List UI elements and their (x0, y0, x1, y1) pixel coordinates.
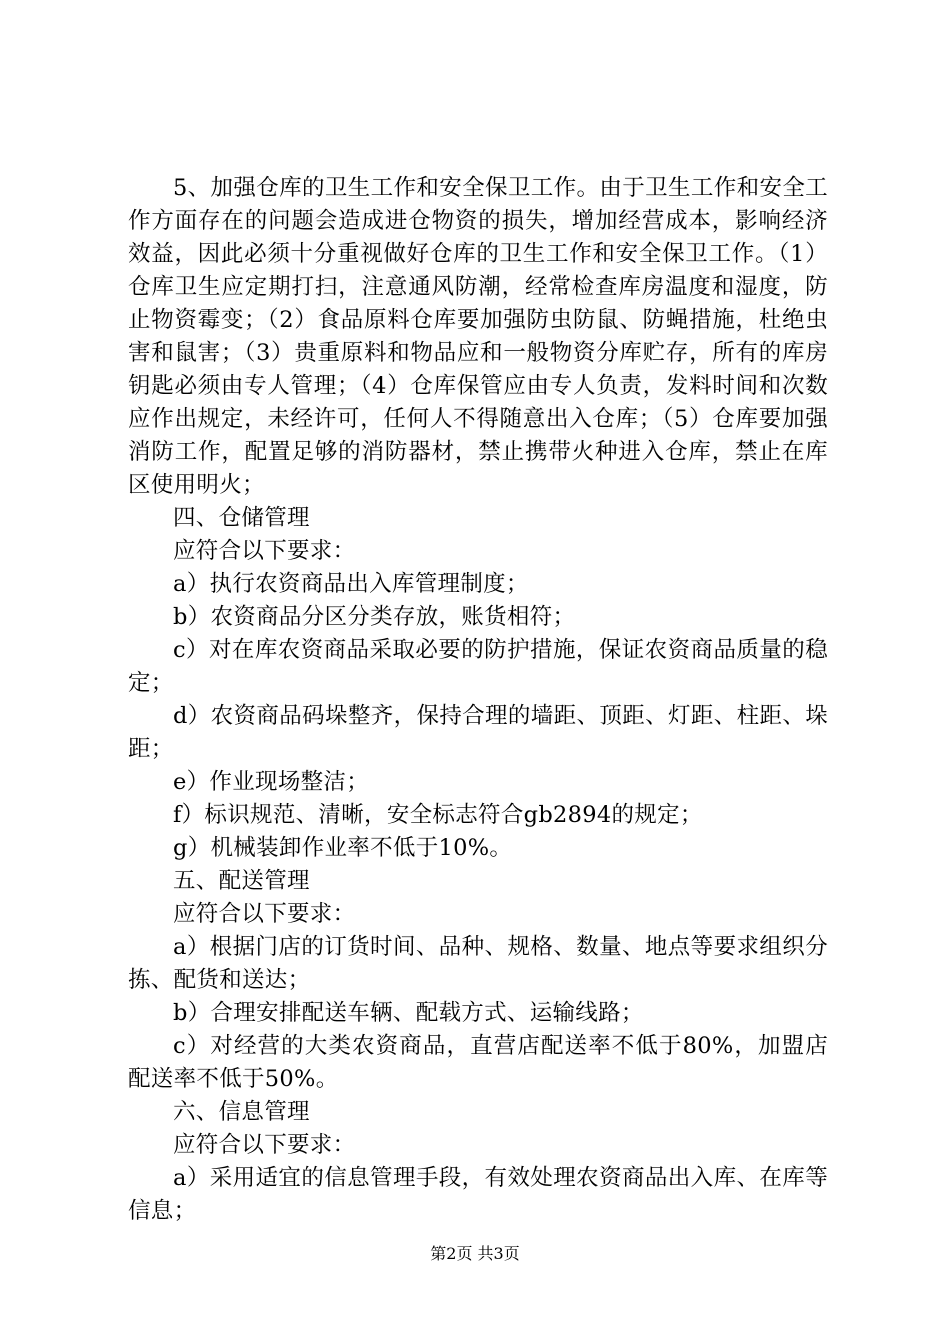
paragraph-requirements-intro: 应符合以下要求： (173, 538, 356, 564)
section-heading-distribution-management: 五、配送管理 (173, 868, 310, 894)
list-item-a: a）根据门店的订货时间、品种、规格、数量、地点等要求组织分拣、配货和送达； (128, 934, 828, 993)
list-item-c: c）对在库农资商品采取必要的防护措施，保证农资商品质量的稳定； (128, 637, 828, 696)
section-heading-information-management: 六、信息管理 (173, 1099, 310, 1125)
list-item-f: f）标识规范、清晰，安全标志符合gb2894的规定； (173, 802, 703, 828)
list-item-a: a）执行农资商品出入库管理制度； (173, 571, 529, 597)
paragraph-requirements-intro: 应符合以下要求： (173, 1132, 356, 1158)
list-item-g: g）机械装卸作业率不低于10%。 (173, 835, 513, 861)
paragraph-requirements-intro: 应符合以下要求： (173, 901, 356, 927)
list-item-e: e）作业现场整洁； (173, 769, 370, 795)
section-heading-storage-management: 四、仓储管理 (173, 505, 310, 531)
page-number-footer: 第2页 共3页 (430, 1244, 520, 1263)
list-item-d: d）农资商品码垛整齐，保持合理的墙距、顶距、灯距、柱距、垛距； (128, 703, 828, 762)
list-item-b: b）农资商品分区分类存放，账货相符； (173, 604, 576, 630)
paragraph-warehouse-hygiene-security: 5、加强仓库的卫生工作和安全保卫工作。由于卫生工作和安全工作方面存在的问题会造成进仓物资的损失，增加经营成本，影响经济效益，因此必须十分重视做好仓库的卫生工作和安全保卫工作。（1）仓库卫生应定期打扫，注意通风防潮，经常检查库房温度和湿度，防止物资霉变；（2）食品原料仓库要加强防虫防鼠、防蝇措施，杜绝虫害和鼠害；（3）贵重原料和物品应和一般物资分库贮存，所有的库房钥匙必须由专人管理；（4）仓库保管应由专人负责，发料时间和次数应作出规定，未经许可，任何人不得随意出入仓库；（5）仓库要加强消防工作，配置足够的消防器材，禁止携带火种进入仓库，禁止在库区使用明火； (128, 175, 828, 498)
list-item-c: c）对经营的大类农资商品，直营店配送率不低于80%，加盟店配送率不低于50%。 (128, 1033, 828, 1092)
document-body (128, 172, 828, 1228)
list-item-b: b）合理安排配送车辆、配载方式、运输线路； (173, 1000, 644, 1026)
list-item-a: a）采用适宜的信息管理手段，有效处理农资商品出入库、在库等信息； (128, 1165, 828, 1224)
